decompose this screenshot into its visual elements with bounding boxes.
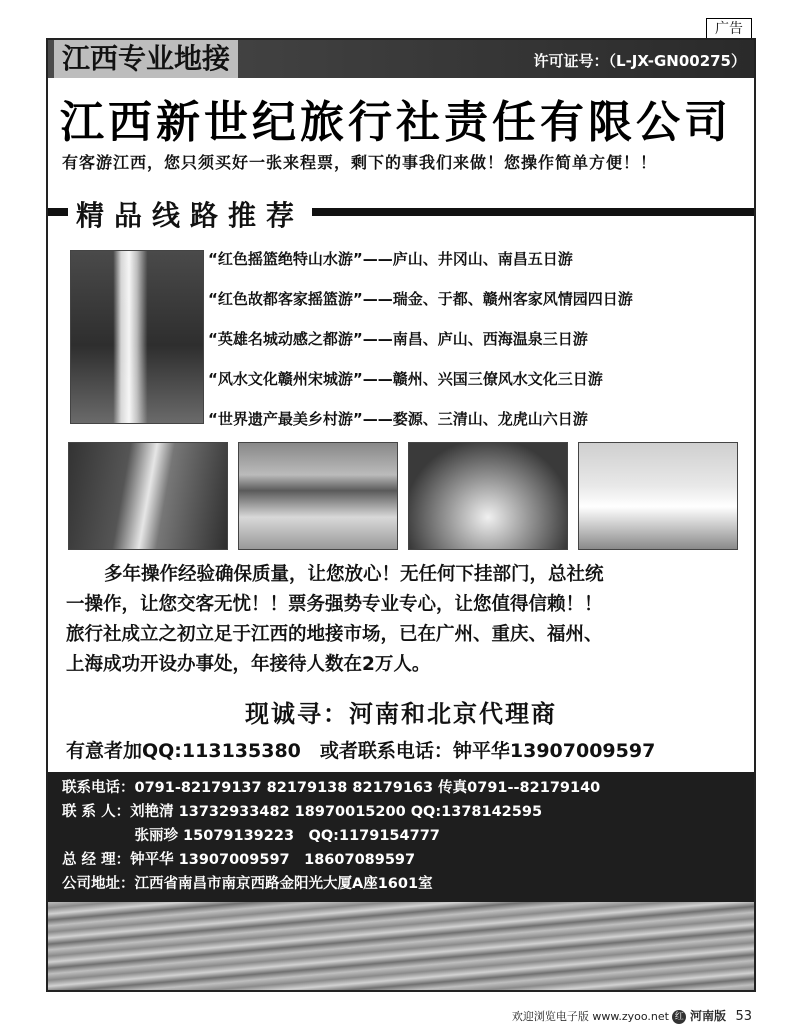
logo-icon: 红 bbox=[672, 1010, 686, 1024]
route-item: “风水文化赣州宋城游”——赣州、兴国三僚风水文化三日游 bbox=[208, 370, 603, 388]
route-item: “红色摇篮绝特山水游”——庐山、井冈山、南昌五日游 bbox=[208, 250, 573, 268]
contact-row: 公司地址：江西省南昌市南京西路金阳光大厦A座1601室 bbox=[62, 876, 433, 892]
contact-info-panel bbox=[48, 772, 754, 902]
route-item: “英雄名城动感之都游”——南昌、庐山、西海温泉三日游 bbox=[208, 330, 588, 348]
header-slogan: 江西专业地接 bbox=[54, 40, 238, 78]
village-mist-photo bbox=[578, 442, 738, 550]
header-bar bbox=[48, 40, 754, 78]
waterfall-photo bbox=[70, 250, 204, 424]
license-number: 许可证号：（L-JX-GN00275） bbox=[533, 52, 746, 70]
contact-row: 张丽珍 15079139223 QQ:1179154777 bbox=[62, 828, 440, 844]
paragraph-line: 多年操作经验确保质量，让您放心！无任何下挂部门，总社统 bbox=[104, 564, 604, 585]
footer-text: 欢迎浏览电子版 www.zyoo.net bbox=[511, 1010, 669, 1023]
edition-label: 河南版 bbox=[689, 1009, 726, 1023]
contact-row: 总 经 理：钟平华 13907009597 18607089597 bbox=[62, 852, 416, 868]
motto: 有客游江西，您只须买好一张来程票，剩下的事我们来做！您操作简单方便！！ bbox=[62, 153, 658, 172]
contact-row: 联系电话：0791-82179137 82179138 82179163 传真0791--82179140 bbox=[62, 780, 601, 796]
description-paragraph bbox=[66, 560, 746, 680]
route-item: “世界遗产最美乡村游”——婺源、三清山、龙虎山六日游 bbox=[208, 410, 588, 428]
route-item: “红色故都客家摇篮游”——瑞金、于都、赣州客家风情园四日游 bbox=[208, 290, 633, 308]
contact-row: 联 系 人：刘艳清 13732933482 18970015200 QQ:1378142595 bbox=[62, 804, 543, 820]
village-fields-photo bbox=[238, 442, 398, 550]
water-background-image bbox=[48, 902, 754, 990]
paragraph-line: 上海成功开设办事处，年接待人数在2万人。 bbox=[66, 654, 431, 675]
page-number: 53 bbox=[735, 1009, 752, 1024]
section-header bbox=[48, 192, 754, 232]
company-name: 江西新世纪旅行社责任有限公司 bbox=[60, 97, 732, 148]
paragraph-line: 一操作，让您交客无忧！！票务强势专业专心，让您值得信赖！！ bbox=[66, 594, 603, 615]
agent-recruitment: 现诚寻：河南和北京代理商 bbox=[245, 700, 557, 728]
photo-strip bbox=[68, 442, 740, 550]
route-list bbox=[208, 246, 633, 446]
advertisement-frame bbox=[46, 38, 756, 992]
section-title: 精品线路推荐 bbox=[68, 194, 312, 234]
paragraph-line: 旅行社成立之初立足于江西的地接市场，已在广州、重庆、福州、 bbox=[66, 624, 603, 645]
cave-photo bbox=[408, 442, 568, 550]
page-footer bbox=[512, 1007, 752, 1024]
qq-contact-line: 有意者加QQ:113135380 或者联系电话：钟平华13907009597 bbox=[66, 740, 656, 762]
ad-label: 广告 bbox=[706, 18, 752, 40]
waterfall-photo-small bbox=[68, 442, 228, 550]
